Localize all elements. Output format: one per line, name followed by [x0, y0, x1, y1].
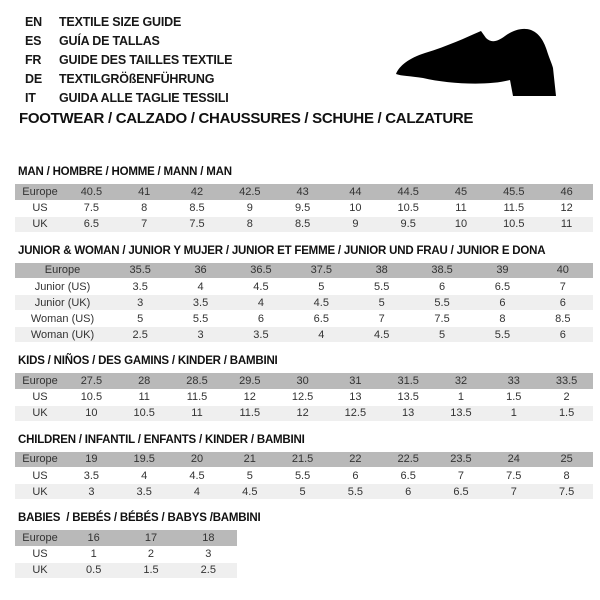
size-value-cell: 31.5	[382, 373, 435, 389]
language-code: FR	[25, 53, 42, 67]
size-value-cell: 1.5	[122, 562, 179, 578]
size-value-cell: 29.5	[223, 373, 276, 389]
size-value-cell: 6	[533, 295, 593, 311]
language-code: ES	[25, 34, 42, 48]
row-label: UK	[15, 216, 65, 232]
language-row-es	[25, 32, 232, 51]
size-value-cell: 27.5	[65, 373, 118, 389]
size-value-cell: 30	[276, 373, 329, 389]
size-value-cell: 11	[540, 216, 593, 232]
size-value-cell: 13	[382, 405, 435, 421]
size-value-cell: 10.5	[118, 405, 171, 421]
size-value-cell: 6.5	[65, 216, 118, 232]
size-value-cell: 3.5	[170, 295, 230, 311]
table-title-babies: BABIES / BEBÉS / BÉBÉS / BABYS /BAMBINI	[18, 512, 261, 524]
size-value-cell: 5.5	[170, 311, 230, 327]
size-table-man	[15, 184, 593, 233]
size-value-cell: 24	[487, 452, 540, 468]
size-section-babies	[15, 512, 593, 579]
size-value-cell: 10	[435, 216, 488, 232]
table-row-uk	[15, 216, 593, 232]
size-table-babies	[15, 530, 237, 579]
size-value-cell: 4	[170, 279, 230, 295]
row-label: Europe	[15, 263, 110, 279]
row-label: US	[15, 468, 65, 484]
size-value-cell: 36	[170, 263, 230, 279]
size-value-cell: 35.5	[110, 263, 170, 279]
size-value-cell: 5.5	[329, 484, 382, 500]
row-label: US	[15, 546, 65, 562]
size-value-cell: 9.5	[276, 200, 329, 216]
table-row-uk	[15, 405, 593, 421]
table-row-woman-us-	[15, 311, 593, 327]
table-row-europe	[15, 373, 593, 389]
row-label: Europe	[15, 530, 65, 546]
size-value-cell: 4.5	[291, 295, 351, 311]
size-value-cell: 8.5	[533, 311, 593, 327]
size-value-cell: 45.5	[487, 184, 540, 200]
size-value-cell: 13.5	[435, 405, 488, 421]
size-value-cell: 19	[65, 452, 118, 468]
size-value-cell: 42	[171, 184, 224, 200]
size-value-cell: 8	[223, 216, 276, 232]
size-value-cell: 42.5	[223, 184, 276, 200]
size-value-cell: 3.5	[118, 484, 171, 500]
size-value-cell: 3.5	[65, 468, 118, 484]
size-value-cell: 7	[533, 279, 593, 295]
size-value-cell: 4.5	[231, 279, 291, 295]
size-value-cell: 9	[223, 200, 276, 216]
size-value-cell: 21	[223, 452, 276, 468]
size-value-cell: 3.5	[231, 327, 291, 343]
dress-shoe-icon	[393, 24, 573, 102]
size-value-cell: 28	[118, 373, 171, 389]
size-value-cell: 6	[231, 311, 291, 327]
size-value-cell: 5.5	[472, 327, 532, 343]
language-text: GUIDE DES TAILLES TEXTILE	[59, 53, 233, 67]
size-value-cell: 6.5	[291, 311, 351, 327]
size-value-cell: 4.5	[171, 468, 224, 484]
row-label: UK	[15, 484, 65, 500]
size-value-cell: 5.5	[352, 279, 412, 295]
language-row-it	[25, 89, 232, 108]
size-value-cell: 10	[65, 405, 118, 421]
table-row-us	[15, 546, 237, 562]
row-label: US	[15, 200, 65, 216]
language-row-en	[25, 13, 232, 32]
row-label: Junior (US)	[15, 279, 110, 295]
size-value-cell: 5	[110, 311, 170, 327]
size-value-cell: 10.5	[65, 389, 118, 405]
size-value-cell: 46	[540, 184, 593, 200]
size-value-cell: 5.5	[412, 295, 472, 311]
table-row-europe	[15, 530, 237, 546]
size-value-cell: 4	[231, 295, 291, 311]
size-value-cell: 5	[223, 468, 276, 484]
size-value-cell: 21.5	[276, 452, 329, 468]
size-value-cell: 6	[533, 327, 593, 343]
size-value-cell: 7	[487, 484, 540, 500]
size-value-cell: 12	[540, 200, 593, 216]
size-value-cell: 43	[276, 184, 329, 200]
language-text: GUÍA DE TALLAS	[59, 34, 160, 48]
size-value-cell: 7	[118, 216, 171, 232]
size-value-cell: 12	[276, 405, 329, 421]
size-table-children	[15, 452, 593, 501]
size-value-cell: 5	[276, 484, 329, 500]
category-title: FOOTWEAR / CALZADO / CHAUSSURES / SCHUHE / CALZATURE	[19, 110, 474, 127]
size-value-cell: 5	[352, 295, 412, 311]
tables	[15, 166, 593, 591]
row-label: Europe	[15, 184, 65, 200]
size-value-cell: 8.5	[276, 216, 329, 232]
size-value-cell: 25	[540, 452, 593, 468]
row-label: Woman (US)	[15, 311, 110, 327]
size-value-cell: 17	[122, 530, 179, 546]
size-value-cell: 3	[110, 295, 170, 311]
size-value-cell: 39	[472, 263, 532, 279]
row-label: Europe	[15, 452, 65, 468]
size-value-cell: 7.5	[487, 468, 540, 484]
size-value-cell: 45	[435, 184, 488, 200]
table-row-us	[15, 200, 593, 216]
table-title-children: CHILDREN / INFANTIL / ENFANTS / KINDER / BAMBINI	[18, 433, 305, 446]
size-value-cell: 23.5	[435, 452, 488, 468]
size-value-cell: 3	[170, 327, 230, 343]
size-section-man	[15, 166, 593, 233]
size-value-cell: 41	[118, 184, 171, 200]
size-value-cell: 22.5	[382, 452, 435, 468]
size-value-cell: 5	[412, 327, 472, 343]
size-value-cell: 12.5	[329, 405, 382, 421]
table-row-woman-uk-	[15, 327, 593, 343]
size-value-cell: 16	[65, 530, 122, 546]
size-value-cell: 7.5	[540, 484, 593, 500]
size-value-cell: 36.5	[231, 263, 291, 279]
size-value-cell: 2.5	[180, 562, 237, 578]
size-value-cell: 9	[329, 216, 382, 232]
size-value-cell: 11	[171, 405, 224, 421]
table-title-junior-woman: JUNIOR & WOMAN / JUNIOR Y MUJER / JUNIOR ET FEMME / JUNIOR UND FRAU / JUNIOR E DONA	[18, 244, 546, 257]
size-value-cell: 8.5	[171, 200, 224, 216]
size-table-junior-woman	[15, 263, 593, 344]
size-value-cell: 38	[352, 263, 412, 279]
size-value-cell: 8	[118, 200, 171, 216]
size-value-cell: 37.5	[291, 263, 351, 279]
size-value-cell: 44	[329, 184, 382, 200]
size-value-cell: 7.5	[171, 216, 224, 232]
size-value-cell: 33	[487, 373, 540, 389]
table-row-europe	[15, 452, 593, 468]
language-row-de	[25, 70, 232, 89]
table-row-us	[15, 468, 593, 484]
size-value-cell: 12	[223, 389, 276, 405]
table-row-europe	[15, 184, 593, 200]
size-value-cell: 6	[412, 279, 472, 295]
size-value-cell: 18	[180, 530, 237, 546]
table-title-kids: KIDS / NIÑOS / DES GAMINS / KINDER / BAMBINI	[18, 355, 278, 367]
size-section-junior-woman	[15, 245, 593, 344]
size-value-cell: 31	[329, 373, 382, 389]
size-table-kids	[15, 373, 593, 422]
size-value-cell: 44.5	[382, 184, 435, 200]
size-value-cell: 20	[171, 452, 224, 468]
size-value-cell: 7.5	[65, 200, 118, 216]
size-value-cell: 9.5	[382, 216, 435, 232]
size-section-children	[15, 434, 593, 501]
size-value-cell: 0.5	[65, 562, 122, 578]
language-text: TEXTILGRÖßENFÜHRUNG	[59, 72, 215, 86]
size-value-cell: 6	[329, 468, 382, 484]
table-row-uk	[15, 484, 593, 500]
language-row-fr	[25, 51, 232, 70]
size-value-cell: 4	[291, 327, 351, 343]
row-label: US	[15, 389, 65, 405]
size-value-cell: 11.5	[487, 200, 540, 216]
size-value-cell: 10.5	[487, 216, 540, 232]
size-value-cell: 40	[533, 263, 593, 279]
language-text: GUIDA ALLE TAGLIE TESSILI	[59, 91, 229, 105]
row-label: Europe	[15, 373, 65, 389]
table-row-europe	[15, 263, 593, 279]
size-value-cell: 2	[540, 389, 593, 405]
row-label: UK	[15, 405, 65, 421]
size-value-cell: 11.5	[171, 389, 224, 405]
table-row-junior-us-	[15, 279, 593, 295]
table-title-man: MAN / HOMBRE / HOMME / MANN / MAN	[18, 166, 232, 178]
size-value-cell: 4.5	[223, 484, 276, 500]
size-value-cell: 38.5	[412, 263, 472, 279]
row-label: Junior (UK)	[15, 295, 110, 311]
size-value-cell: 7.5	[412, 311, 472, 327]
size-value-cell: 7	[352, 311, 412, 327]
size-value-cell: 5	[291, 279, 351, 295]
size-section-kids	[15, 355, 593, 422]
size-value-cell: 3	[65, 484, 118, 500]
table-row-uk	[15, 562, 237, 578]
size-value-cell: 11.5	[223, 405, 276, 421]
language-list	[25, 13, 232, 108]
size-value-cell: 8	[472, 311, 532, 327]
size-value-cell: 7	[435, 468, 488, 484]
size-value-cell: 8	[540, 468, 593, 484]
size-value-cell: 3.5	[110, 279, 170, 295]
language-code: IT	[25, 91, 36, 105]
size-value-cell: 3	[180, 546, 237, 562]
size-value-cell: 10	[329, 200, 382, 216]
size-value-cell: 5.5	[276, 468, 329, 484]
language-code: EN	[25, 15, 42, 29]
table-row-junior-uk-	[15, 295, 593, 311]
size-value-cell: 33.5	[540, 373, 593, 389]
size-value-cell: 19.5	[118, 452, 171, 468]
language-text: TEXTILE SIZE GUIDE	[59, 15, 182, 29]
size-value-cell: 28.5	[171, 373, 224, 389]
size-value-cell: 4	[171, 484, 224, 500]
size-value-cell: 6.5	[382, 468, 435, 484]
size-value-cell: 4.5	[352, 327, 412, 343]
size-value-cell: 1	[487, 405, 540, 421]
size-value-cell: 1.5	[487, 389, 540, 405]
size-value-cell: 6	[382, 484, 435, 500]
row-label: Woman (UK)	[15, 327, 110, 343]
size-value-cell: 6.5	[435, 484, 488, 500]
size-value-cell: 11	[435, 200, 488, 216]
size-value-cell: 40.5	[65, 184, 118, 200]
size-value-cell: 6	[472, 295, 532, 311]
size-value-cell: 11	[118, 389, 171, 405]
size-value-cell: 4	[118, 468, 171, 484]
size-value-cell: 13.5	[382, 389, 435, 405]
size-value-cell: 1	[435, 389, 488, 405]
row-label: UK	[15, 562, 65, 578]
size-value-cell: 6.5	[472, 279, 532, 295]
size-value-cell: 32	[435, 373, 488, 389]
size-value-cell: 1	[65, 546, 122, 562]
size-value-cell: 22	[329, 452, 382, 468]
size-value-cell: 2	[122, 546, 179, 562]
size-value-cell: 13	[329, 389, 382, 405]
size-value-cell: 12.5	[276, 389, 329, 405]
size-value-cell: 10.5	[382, 200, 435, 216]
size-value-cell: 1.5	[540, 405, 593, 421]
language-code: DE	[25, 72, 42, 86]
size-value-cell: 2.5	[110, 327, 170, 343]
table-row-us	[15, 389, 593, 405]
